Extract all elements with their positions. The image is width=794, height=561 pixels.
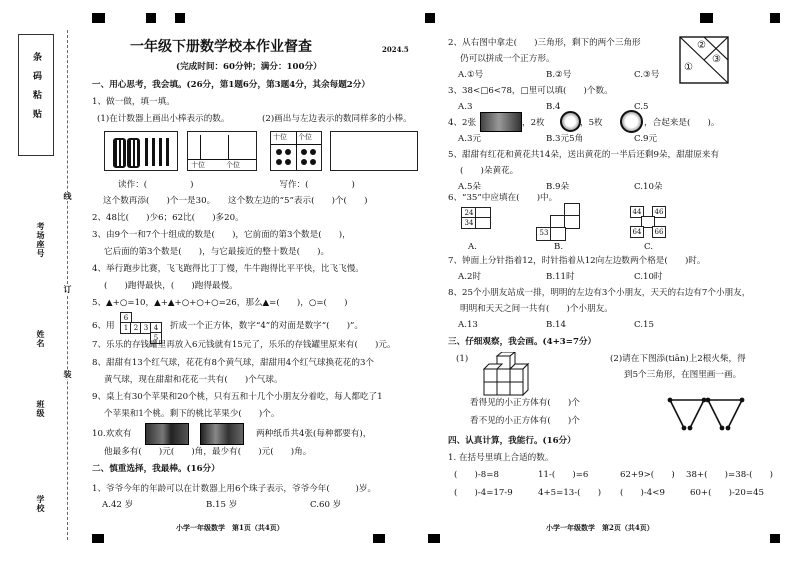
choice-2-option-c[interactable]: C.③号 bbox=[634, 70, 660, 80]
banknote-image bbox=[145, 423, 189, 445]
question-1-extra: 这个数再添( )个一是30。 这个数左边的“5”表示( )个( ) bbox=[103, 196, 368, 206]
choice-2-option-b[interactable]: B.②号 bbox=[546, 70, 572, 80]
calc-item[interactable]: 4+5=13-( ) bbox=[538, 488, 602, 498]
observe-1-label: (1) bbox=[456, 354, 469, 364]
calc-item[interactable]: 62+9>( ) bbox=[620, 470, 675, 480]
choice-7-option-b[interactable]: B.11时 bbox=[546, 272, 575, 282]
single-stick-icon bbox=[159, 138, 162, 166]
seal-word: 订 bbox=[63, 285, 73, 294]
grid-cell: 24 bbox=[461, 207, 477, 219]
grid-cell bbox=[564, 215, 580, 229]
registration-mark bbox=[92, 13, 105, 23]
choice-4-part3: ，5枚 bbox=[580, 118, 603, 128]
question-3: 3、由9个一和7个十组成的数是( )，它前面的第3个数是( )， bbox=[92, 230, 351, 240]
question-1a: (1)在计数器上画出小棒表示的数。 bbox=[97, 114, 230, 124]
matchstick-task: (2)请在下图添(tiān)上2根火柴，得 bbox=[610, 354, 746, 364]
choice-3-option-c[interactable]: C.5 bbox=[634, 102, 649, 112]
counter-dot bbox=[276, 159, 282, 165]
triangle-label-2: ② bbox=[697, 40, 706, 51]
binding-field-seat: 考场座号 bbox=[36, 222, 46, 258]
net-square: 2 bbox=[130, 322, 142, 334]
registration-mark bbox=[428, 534, 440, 543]
barcode-label: 条码粘贴 bbox=[31, 52, 41, 128]
choice-1-option-c[interactable]: C.60 岁 bbox=[310, 500, 342, 510]
registration-mark bbox=[425, 13, 435, 23]
choice-5-option-b[interactable]: B.9朵 bbox=[546, 182, 570, 192]
banknote-image bbox=[200, 423, 244, 445]
section-4-heading: 四、认真计算，我能行。(16分） bbox=[448, 436, 576, 446]
counter-dot bbox=[276, 149, 282, 155]
grid-cell: 64 bbox=[630, 226, 644, 238]
choice-3: 3、38<□6<78，□里可以填( )个数。 bbox=[448, 86, 613, 96]
exam-date: 2024.5 bbox=[382, 45, 409, 54]
net-square: 1 bbox=[120, 322, 132, 334]
choice-2-cont: 仍可以拼成一个正方形。 bbox=[460, 54, 555, 64]
registration-mark bbox=[146, 13, 156, 23]
grid-cell: 46 bbox=[652, 206, 666, 218]
choice-6-option-a[interactable]: A. bbox=[468, 242, 477, 252]
seal-word: 装 bbox=[63, 370, 73, 379]
calc-item[interactable]: ( )-4<9 bbox=[620, 488, 665, 498]
grid-cell: 66 bbox=[652, 226, 666, 238]
choice-8-cont: 明明和天天之间一共有( )个小朋友。 bbox=[460, 304, 613, 314]
registration-mark bbox=[373, 534, 385, 543]
choice-4-part1: 4、2张 bbox=[448, 118, 477, 128]
triangle-label-3: ③ bbox=[712, 54, 721, 65]
abacus-tens-label: 十位 bbox=[191, 161, 205, 169]
choice-1-option-b[interactable]: B.15 岁 bbox=[206, 500, 238, 510]
place-value-chart bbox=[270, 131, 322, 171]
counter-dot bbox=[310, 149, 316, 155]
stick-bundle-icon bbox=[127, 138, 140, 168]
choice-6-option-b[interactable]: B. bbox=[554, 242, 564, 252]
stick-bundle-figure bbox=[104, 131, 178, 171]
choice-2: 2、从右图中拿走( )三角形，剩下的两个三角形 bbox=[448, 38, 641, 48]
choice-6: 6、“35”中应填在( )中。 bbox=[448, 193, 558, 203]
calc-item[interactable]: 60+( )-20=45 bbox=[690, 488, 765, 498]
stick-answer-box[interactable] bbox=[330, 131, 418, 171]
question-2: 2、48比( )少6；62比( )多20。 bbox=[92, 213, 244, 223]
choice-5: 5、甜甜有红花和黄花共14朵，送出黄花的一半后还剩9朵，甜甜原来有 bbox=[448, 150, 720, 160]
grid-cell bbox=[475, 217, 491, 229]
question-8: 8、甜甜有13个红气球，花花有8个黄气球，甜甜用4个红气球换花花的3个 bbox=[92, 358, 375, 368]
grid-cell: 53 bbox=[536, 227, 552, 241]
page-footer-left: 小学一年级数学 第1页（共4页） bbox=[176, 523, 284, 532]
page-title: 一年级下册数学校本作业督查 bbox=[130, 39, 312, 55]
choice-4-option-c[interactable]: C.9元 bbox=[634, 134, 658, 144]
calc-item[interactable]: 38+( )=38-( ) bbox=[686, 470, 773, 480]
choice-8-option-c[interactable]: C.15 bbox=[634, 320, 654, 330]
net-square: 6 bbox=[120, 312, 132, 324]
triangle-label-1: ① bbox=[684, 62, 693, 73]
question-6: 折成一个正方体，数字“4”的对面是数字“( )”。 bbox=[170, 321, 364, 331]
registration-mark bbox=[770, 534, 780, 543]
hidden-cubes-question: 看不见的小正方体有( )个 bbox=[470, 416, 580, 426]
choice-5-option-a[interactable]: A.5朵 bbox=[458, 182, 481, 192]
choice-8-option-b[interactable]: B.14 bbox=[546, 320, 566, 330]
question-9-cont: 个苹果和1个桃。剩下的桃比苹果少( )个。 bbox=[104, 409, 280, 419]
grid-cell: 34 bbox=[461, 217, 477, 229]
section-2-heading: 二、慎重选择，我最棒。(16分） bbox=[92, 464, 220, 474]
question-1b: (2)画出与左边表示的数同样多的小棒。 bbox=[262, 114, 412, 124]
question-1: 1、做一做，填一填。 bbox=[92, 97, 175, 107]
net-square: 3 bbox=[140, 322, 152, 334]
choice-5-option-c[interactable]: C.10朵 bbox=[634, 182, 663, 192]
section-3-heading: 三、仔细观察，我会画。(4+3=7分） bbox=[448, 337, 597, 347]
counter-dot bbox=[310, 159, 316, 165]
coin-icon bbox=[620, 110, 643, 133]
counter-dot bbox=[285, 159, 291, 165]
question-10-start: 10.欢欢有 bbox=[92, 429, 132, 439]
question-7: 7、乐乐的存钱罐里再放入6元钱就有15元了，乐乐的存钱罐里原来有( )元。 bbox=[92, 340, 396, 350]
net-square: 5 bbox=[150, 332, 162, 344]
net-square: 4 bbox=[150, 322, 162, 334]
page-footer-right: 小学一年级数学 第2页（共4页） bbox=[546, 523, 654, 532]
registration-mark bbox=[92, 534, 104, 543]
choice-4-part2: ，2枚 bbox=[522, 118, 545, 128]
abacus-figure bbox=[187, 131, 257, 171]
choice-8-option-a[interactable]: A.13 bbox=[458, 320, 478, 330]
choice-7: 7、钟面上分针指着12，时针指着从12向左边数两个格是( )时。 bbox=[448, 256, 706, 266]
question-6-start: 6、用 bbox=[92, 321, 115, 331]
calc-1-instruction: 1. 在括号里填上合适的数。 bbox=[448, 453, 554, 463]
question-4-cont: ( )跑得最快，( )跑得最慢。 bbox=[104, 281, 238, 291]
matchstick-task-cont: 到5个三角形，在图里画一画。 bbox=[624, 370, 742, 380]
counter-dot bbox=[301, 149, 307, 155]
single-stick-icon bbox=[145, 138, 148, 166]
question-8-cont: 黄气球，现在甜甜和花花一共有( )个气球。 bbox=[104, 375, 283, 385]
choice-1-option-a[interactable]: A.42 岁 bbox=[102, 500, 134, 510]
coin-icon bbox=[560, 111, 581, 132]
choice-6-option-c[interactable]: C. bbox=[644, 242, 654, 252]
choice-7-option-a[interactable]: A.2时 bbox=[458, 272, 481, 282]
read-write-line: 读作：( ) 写作：( ) bbox=[118, 180, 355, 190]
seal-word: 线 bbox=[63, 192, 73, 201]
calc-item[interactable]: ( )-8=8 bbox=[454, 470, 499, 480]
choice-4-part4: ，合起来是( )。 bbox=[644, 118, 720, 128]
calc-item[interactable]: 11-( )=6 bbox=[538, 470, 589, 480]
binding-field-name: 姓名 bbox=[36, 330, 46, 348]
question-5: 5、▲+○=10，▲+▲+○+○+○=26，那么▲=( )，○=( ) bbox=[92, 298, 348, 308]
question-10-cont: 他最多有( )元( )角，最少有( )元( )角。 bbox=[104, 447, 312, 457]
chart-tens-label: 十位 bbox=[273, 133, 287, 141]
question-10: 两种纸币共4张(每种都要有)， bbox=[256, 429, 372, 439]
chart-ones-label: 个位 bbox=[298, 133, 312, 141]
single-stick-icon bbox=[152, 138, 155, 166]
visible-cubes-question: 看得见的小正方体有( )个 bbox=[470, 398, 580, 408]
question-9: 9、桌上有30个苹果和20个桃，只有五和十几个小朋友分着吃，每人都吃了1 bbox=[92, 392, 383, 402]
binding-field-class: 班级 bbox=[36, 400, 46, 418]
question-4: 4、举行跑步比赛，飞飞跑得比丁丁慢，牛牛跑得比平平快，比飞飞慢。 bbox=[92, 264, 364, 274]
exam-subtitle: (完成时间：60分钟；满分：100分） bbox=[176, 62, 322, 72]
abacus-ones-label: 个位 bbox=[226, 161, 240, 169]
cube-stack-figure bbox=[480, 352, 536, 398]
counter-dot bbox=[285, 149, 291, 155]
choice-4-option-a[interactable]: A.3元 bbox=[458, 134, 481, 144]
registration-mark bbox=[700, 13, 713, 23]
calc-item[interactable]: ( )-4=17-9 bbox=[454, 488, 513, 498]
choice-4-option-b[interactable]: B.3元5角 bbox=[546, 134, 584, 144]
banknote-image bbox=[480, 112, 522, 132]
counter-dot bbox=[301, 159, 307, 165]
binding-field-school: 学校 bbox=[36, 495, 46, 513]
choice-1: 1、爷爷今年的年龄可以在计数器上用6个珠子表示，爷爷今年( )岁。 bbox=[92, 484, 377, 494]
section-1-heading: 一、用心思考，我会填。(26分，第1题6分，第3题4分，其余每题2分） bbox=[92, 80, 370, 90]
choice-3-option-b[interactable]: B.4 bbox=[546, 102, 561, 112]
question-3-cont: 它后面的第3个数是( )，与它最接近的整十数是( )。 bbox=[104, 247, 330, 257]
single-stick-icon bbox=[166, 138, 169, 166]
stick-bundle-icon bbox=[113, 138, 126, 168]
choice-3-option-a[interactable]: A.3 bbox=[458, 102, 473, 112]
choice-5-cont: ( )朵黄花。 bbox=[460, 166, 519, 176]
choice-8: 8、25个小朋友站成一排，明明的左边有3个小朋友，天天的右边有7个小朋友， bbox=[448, 288, 751, 298]
registration-mark bbox=[175, 13, 185, 23]
matchstick-figure[interactable] bbox=[664, 392, 748, 436]
choice-7-option-c[interactable]: C.10时 bbox=[634, 272, 663, 282]
grid-cell bbox=[550, 227, 566, 241]
registration-mark bbox=[770, 13, 780, 23]
grid-cell: 44 bbox=[630, 206, 644, 218]
choice-2-option-a[interactable]: A.①号 bbox=[458, 70, 484, 80]
